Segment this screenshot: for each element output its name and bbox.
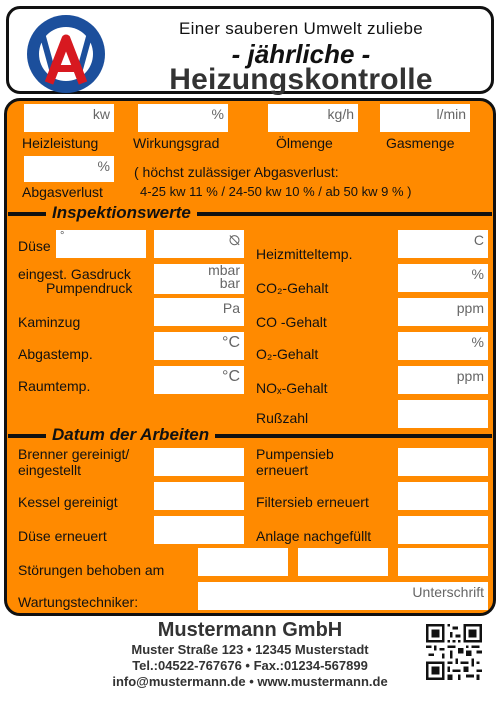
unit-ppm: ppm xyxy=(456,368,484,384)
brenner-date-field[interactable] xyxy=(154,448,244,476)
raumtemp-label: Raumtemp. xyxy=(18,378,91,394)
duese-label: Düse xyxy=(18,238,51,254)
abgasverlust-label: Abgasverlust xyxy=(22,184,103,200)
unit-pa: Pa xyxy=(222,300,240,316)
unit-kgh: kg/h xyxy=(327,106,354,122)
abgas-note-line2: 4-25 kw 11 % / 24-50 kw 10 % / ab 50 kw 9 % ) xyxy=(140,184,412,199)
gasmenge-label: Gasmenge xyxy=(386,135,455,151)
wirkungsgrad-label: Wirkungsgrad xyxy=(133,135,220,151)
unit-bar: bar xyxy=(219,275,240,291)
gasmenge-field[interactable] xyxy=(380,104,470,132)
techniker-label: Wartungstechniker: xyxy=(18,594,139,610)
stoerungen-field-3[interactable] xyxy=(398,548,488,576)
work-title: Datum der Arbeiten xyxy=(46,425,215,445)
unit-percent: % xyxy=(97,158,110,174)
russzahl-field[interactable] xyxy=(398,400,488,428)
abgas-note-line1: ( höchst zulässiger Abgasverlust: xyxy=(134,164,339,180)
duese-angle-field[interactable] xyxy=(56,230,146,258)
stoerungen-label: Störungen behoben am xyxy=(18,562,165,578)
co2-label: CO₂-Gehalt xyxy=(256,280,329,296)
co2-field[interactable] xyxy=(398,264,488,292)
pumpensieb-label-2: erneuert xyxy=(256,462,309,478)
raumtemp-field[interactable] xyxy=(154,366,244,394)
company-web: info@mustermann.de • www.mustermann.de xyxy=(112,674,388,689)
heizleistung-field[interactable] xyxy=(24,104,114,132)
co-field[interactable] xyxy=(398,298,488,326)
unit-mbar: mbar xyxy=(208,262,240,278)
kessel-date-field[interactable] xyxy=(154,482,244,510)
heizmitteltemp-label: Heizmitteltemp. xyxy=(256,246,353,262)
heizmitteltemp-field[interactable] xyxy=(398,230,488,258)
filtersieb-date-field[interactable] xyxy=(398,482,488,510)
duese-date-field[interactable] xyxy=(154,516,244,544)
gasdruck-field[interactable] xyxy=(154,264,244,294)
header-subtitle: - jährliche - xyxy=(231,39,371,69)
o2-label: O₂-Gehalt xyxy=(256,346,319,362)
unit-percent: % xyxy=(471,266,484,282)
oelmenge-field[interactable] xyxy=(268,104,358,132)
pumpendruck-label: Pumpendruck xyxy=(46,280,133,296)
o2-field[interactable] xyxy=(398,332,488,360)
company-phone: Tel.:04522-767676 • Fax.:01234-567899 xyxy=(132,658,368,673)
stoerungen-field-2[interactable] xyxy=(298,548,388,576)
unit-degree: ° xyxy=(60,230,65,242)
brenner-label: Brenner gereinigt/ xyxy=(18,446,130,462)
company-name: Mustermann GmbH xyxy=(157,619,343,641)
kaminzug-field[interactable] xyxy=(154,298,244,326)
signature-placeholder: Unterschrift xyxy=(412,584,484,600)
nox-label: NOₓ-Gehalt xyxy=(256,380,328,396)
company-logo xyxy=(25,13,107,95)
qr-code-icon xyxy=(426,624,482,680)
kessel-label: Kessel gereinigt xyxy=(18,494,118,510)
co-label: CO -Gehalt xyxy=(256,314,327,330)
unit-lmin: l/min xyxy=(436,106,466,122)
wirkungsgrad-field[interactable] xyxy=(138,104,228,132)
unit-ppm: ppm xyxy=(456,300,484,316)
unit-celsius: °C xyxy=(222,334,240,351)
unit-percent: % xyxy=(211,106,224,122)
stoerungen-field-1[interactable] xyxy=(198,548,288,576)
header-tagline: Einer sauberen Umwelt zuliebe xyxy=(179,19,423,38)
abgastemp-label: Abgastemp. xyxy=(18,346,93,362)
unit-celsius: °C xyxy=(222,368,240,385)
brenner-label-2: eingestellt xyxy=(18,462,82,478)
anlage-label: Anlage nachgefüllt xyxy=(256,528,372,544)
inspection-title: Inspektionswerte xyxy=(46,203,197,223)
nox-field[interactable] xyxy=(398,366,488,394)
oelmenge-label: Ölmenge xyxy=(276,135,333,151)
company-address: Muster Straße 123 • 12345 Musterstadt xyxy=(131,642,369,657)
gasdruck-label: eingest. Gasdruck xyxy=(18,266,131,282)
signature-field[interactable] xyxy=(198,582,488,610)
kaminzug-label: Kaminzug xyxy=(18,314,81,330)
russzahl-label: Rußzahl xyxy=(256,410,309,426)
duese-diameter-field[interactable] xyxy=(154,230,244,258)
anlage-date-field[interactable] xyxy=(398,516,488,544)
pumpensieb-date-field[interactable] xyxy=(398,448,488,476)
abgastemp-field[interactable] xyxy=(154,332,244,360)
diameter-icon: ⦰ xyxy=(228,232,240,248)
filtersieb-label: Filtersieb erneuert xyxy=(256,494,369,510)
abgasverlust-field[interactable] xyxy=(24,156,114,182)
duese-erneuert-label: Düse erneuert xyxy=(18,528,107,544)
header xyxy=(6,6,494,94)
pumpensieb-label: Pumpensieb xyxy=(256,446,334,462)
unit-kw: kw xyxy=(92,106,110,122)
header-title: Heizungskontrolle xyxy=(169,63,433,96)
heizleistung-label: Heizleistung xyxy=(22,135,99,151)
unit-celsius: C xyxy=(473,232,484,248)
unit-percent: % xyxy=(471,334,484,350)
